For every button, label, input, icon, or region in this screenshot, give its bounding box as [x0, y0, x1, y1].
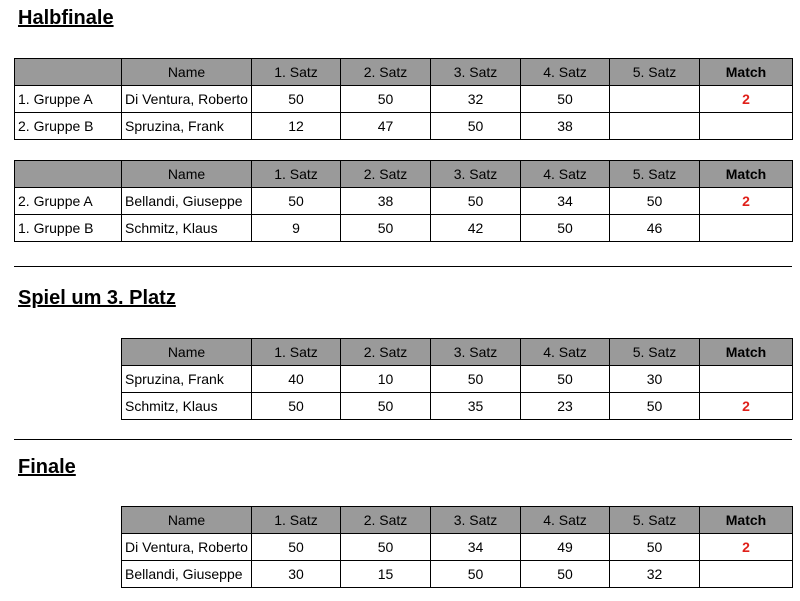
table-header-row — [122, 339, 793, 366]
header-set-3: 3. Satz — [431, 161, 521, 188]
header-set-5: 5. Satz — [610, 161, 700, 188]
set-score: 50 — [341, 393, 431, 420]
match-result: 2 — [700, 188, 793, 215]
header-set-1: 1. Satz — [252, 161, 341, 188]
set-score: 50 — [252, 393, 341, 420]
set-score: 50 — [521, 86, 610, 113]
player-name: Di Ventura, Roberto — [122, 534, 252, 561]
set-score: 40 — [252, 366, 341, 393]
group-cell: 1. Gruppe A — [15, 86, 122, 113]
header-group — [15, 161, 122, 188]
header-set-4: 4. Satz — [521, 507, 610, 534]
set-score: 50 — [252, 534, 341, 561]
table-header-row — [15, 59, 793, 86]
header-name: Name — [122, 507, 252, 534]
semifinal-match-2-table — [14, 160, 793, 242]
table-row — [122, 366, 793, 393]
table-row — [122, 561, 793, 588]
player-name: Bellandi, Giuseppe — [122, 561, 252, 588]
set-score: 50 — [431, 366, 521, 393]
section-divider — [14, 439, 792, 440]
header-set-1: 1. Satz — [252, 507, 341, 534]
set-score: 32 — [610, 561, 700, 588]
player-name: Bellandi, Giuseppe — [122, 188, 252, 215]
set-score: 50 — [521, 215, 610, 242]
semifinal-heading: Halbfinale — [18, 7, 114, 29]
set-score: 50 — [521, 561, 610, 588]
set-score — [610, 113, 700, 140]
match-result: 2 — [700, 534, 793, 561]
set-score: 34 — [431, 534, 521, 561]
set-score: 50 — [610, 188, 700, 215]
set-score: 50 — [431, 188, 521, 215]
table-row — [15, 215, 793, 242]
set-score: 50 — [341, 534, 431, 561]
header-set-2: 2. Satz — [341, 161, 431, 188]
match-result — [700, 215, 793, 242]
header-set-2: 2. Satz — [341, 59, 431, 86]
set-score: 12 — [252, 113, 341, 140]
set-score: 38 — [341, 188, 431, 215]
set-score: 50 — [252, 188, 341, 215]
header-set-3: 3. Satz — [431, 507, 521, 534]
header-set-5: 5. Satz — [610, 507, 700, 534]
header-set-2: 2. Satz — [341, 507, 431, 534]
set-score: 9 — [252, 215, 341, 242]
header-group — [15, 59, 122, 86]
table-row — [15, 188, 793, 215]
header-set-4: 4. Satz — [521, 339, 610, 366]
third-place-heading: Spiel um 3. Platz — [18, 287, 176, 309]
final-heading: Finale — [18, 456, 76, 478]
section-divider — [14, 266, 792, 267]
set-score: 50 — [431, 561, 521, 588]
header-set-5: 5. Satz — [610, 339, 700, 366]
set-score: 50 — [341, 215, 431, 242]
set-score: 49 — [521, 534, 610, 561]
set-score: 50 — [610, 393, 700, 420]
table-row — [15, 113, 793, 140]
header-match: Match — [700, 59, 793, 86]
set-score: 50 — [341, 86, 431, 113]
set-score: 38 — [521, 113, 610, 140]
set-score: 47 — [341, 113, 431, 140]
match-result — [700, 561, 793, 588]
header-set-1: 1. Satz — [252, 59, 341, 86]
table-row — [122, 393, 793, 420]
match-result: 2 — [700, 393, 793, 420]
player-name: Spruzina, Frank — [122, 366, 252, 393]
header-match: Match — [700, 507, 793, 534]
header-name: Name — [122, 339, 252, 366]
set-score: 35 — [431, 393, 521, 420]
header-set-4: 4. Satz — [521, 59, 610, 86]
player-name: Di Ventura, Roberto — [122, 86, 252, 113]
header-set-1: 1. Satz — [252, 339, 341, 366]
third-place-table — [121, 338, 793, 420]
set-score: 10 — [341, 366, 431, 393]
header-set-2: 2. Satz — [341, 339, 431, 366]
header-set-4: 4. Satz — [521, 161, 610, 188]
set-score: 23 — [521, 393, 610, 420]
set-score — [610, 86, 700, 113]
player-name: Spruzina, Frank — [122, 113, 252, 140]
set-score: 46 — [610, 215, 700, 242]
set-score: 30 — [610, 366, 700, 393]
set-score: 50 — [252, 86, 341, 113]
match-result — [700, 113, 793, 140]
header-match: Match — [700, 161, 793, 188]
group-cell: 1. Gruppe B — [15, 215, 122, 242]
set-score: 30 — [252, 561, 341, 588]
header-name: Name — [122, 59, 252, 86]
set-score: 15 — [341, 561, 431, 588]
header-match: Match — [700, 339, 793, 366]
table-row — [122, 534, 793, 561]
header-set-3: 3. Satz — [431, 59, 521, 86]
set-score: 32 — [431, 86, 521, 113]
header-name: Name — [122, 161, 252, 188]
player-name: Schmitz, Klaus — [122, 215, 252, 242]
match-result: 2 — [700, 86, 793, 113]
set-score: 50 — [521, 366, 610, 393]
set-score: 34 — [521, 188, 610, 215]
set-score: 50 — [431, 113, 521, 140]
table-header-row — [15, 161, 793, 188]
group-cell: 2. Gruppe B — [15, 113, 122, 140]
group-cell: 2. Gruppe A — [15, 188, 122, 215]
final-table — [121, 506, 793, 588]
player-name: Schmitz, Klaus — [122, 393, 252, 420]
table-header-row — [122, 507, 793, 534]
table-row — [15, 86, 793, 113]
match-result — [700, 366, 793, 393]
set-score: 50 — [610, 534, 700, 561]
header-set-5: 5. Satz — [610, 59, 700, 86]
header-set-3: 3. Satz — [431, 339, 521, 366]
set-score: 42 — [431, 215, 521, 242]
semifinal-match-1-table — [14, 58, 793, 140]
